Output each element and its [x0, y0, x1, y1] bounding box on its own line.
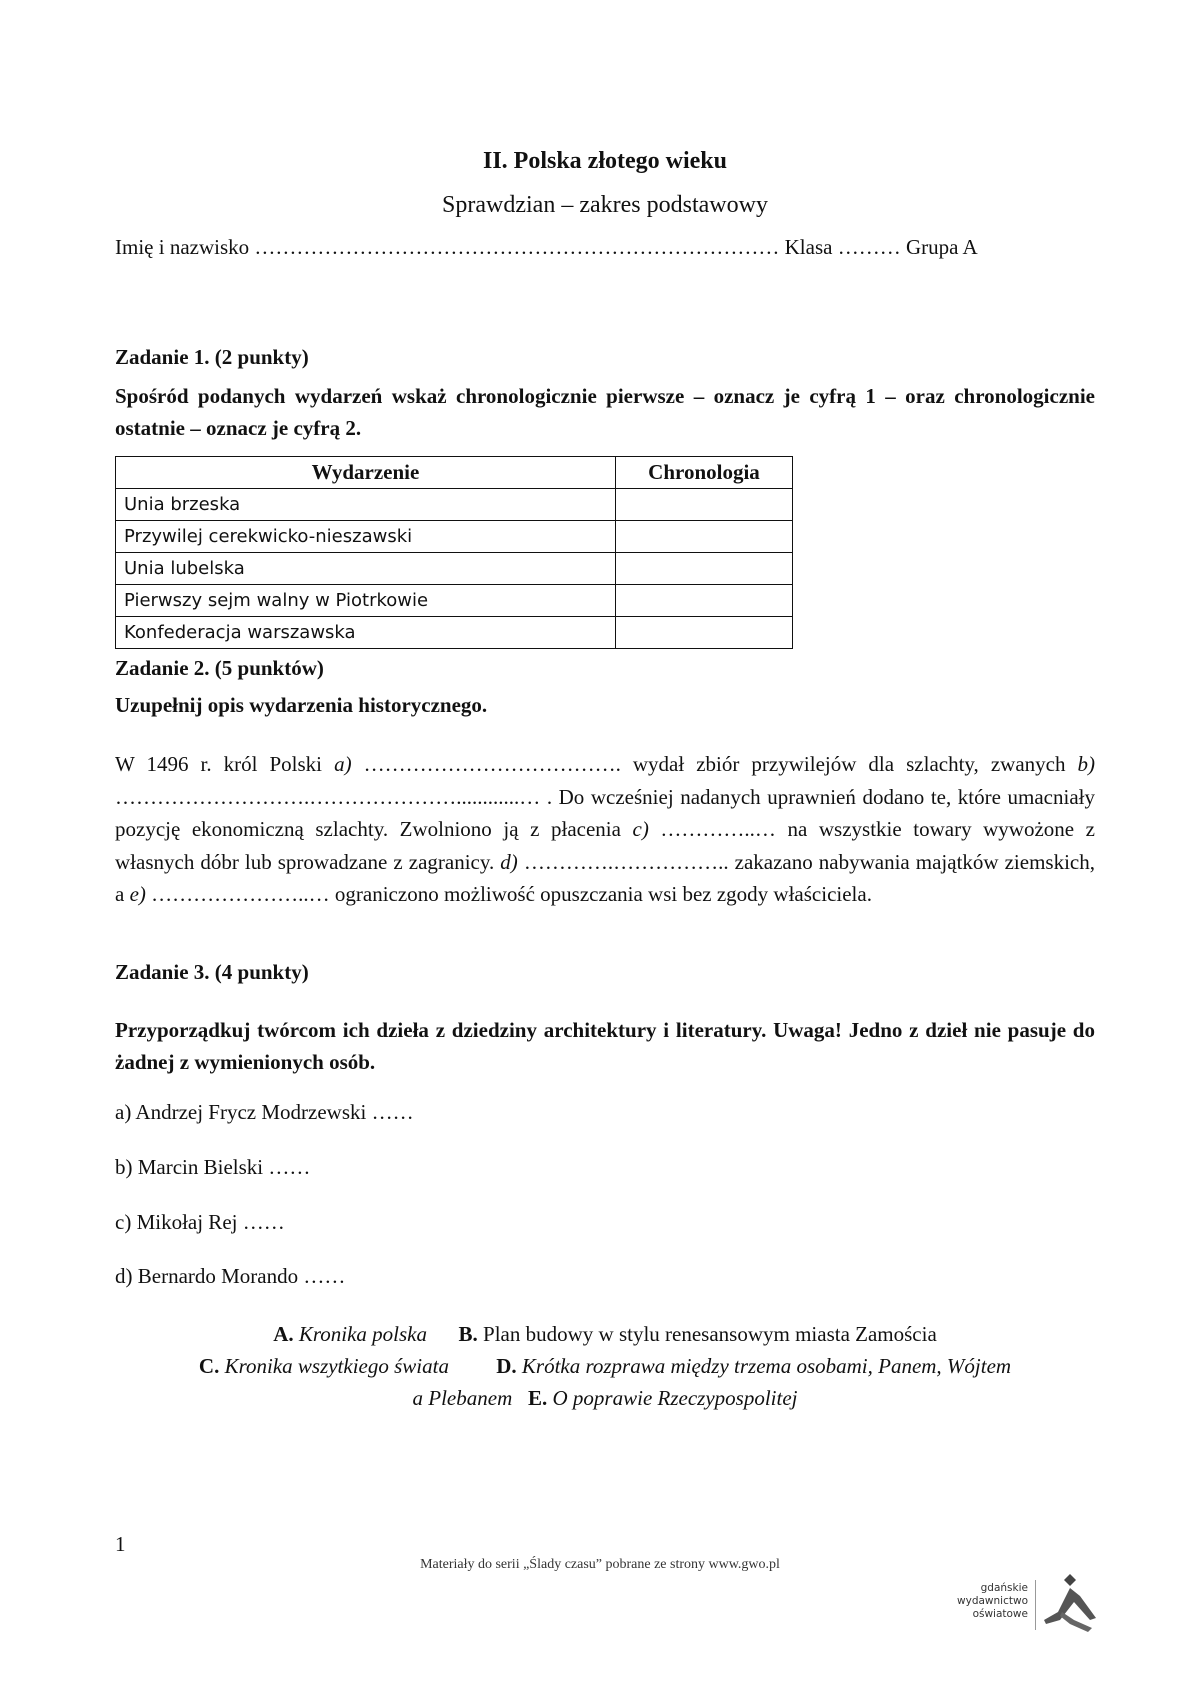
table-row	[116, 521, 793, 553]
event-cell: Unia brzeska	[116, 489, 616, 521]
chronology-answer-cell[interactable]	[616, 585, 793, 617]
event-cell: Unia lubelska	[116, 553, 616, 585]
page-number: 1	[115, 1532, 126, 1556]
event-cell: Przywilej cerekwicko-nieszawski	[116, 521, 616, 553]
task3-heading: Zadanie 3. (4 punkty)	[115, 960, 309, 984]
answer-line-2	[115, 1350, 1095, 1382]
logo-text	[948, 1582, 1028, 1621]
text-part: W 1496 r. król Polski	[115, 752, 335, 776]
table-row	[116, 585, 793, 617]
table-row	[116, 553, 793, 585]
answer-text-b: Plan budowy w stylu renesansowym miasta Zamościa	[483, 1322, 937, 1346]
task2-instruction: Uzupełnij opis wydarzenia historycznego.	[115, 693, 488, 717]
events-table	[115, 456, 793, 649]
logo-line: wydawnictwo	[957, 1595, 1028, 1607]
logo-line: gdańskie	[980, 1582, 1028, 1594]
logo-line: oświatowe	[972, 1608, 1028, 1620]
answer-text-d-cont: a Plebanem	[412, 1386, 513, 1410]
page-subtitle: Sprawdzian – zakres podstawowy	[442, 192, 768, 218]
answer-letter-c: C.	[198, 1354, 220, 1378]
text-part: ……………………….…………………............… . Do wcześniej nadanych uprawnień dodano te, które umacniały pozycję ekonomiczną szlachty. Zwolniono ją z płacenia	[115, 784, 1095, 841]
event-cell: Pierwszy sejm walny w Piotrkowie	[116, 585, 616, 617]
gwo-logo	[948, 1572, 1098, 1642]
text-part: …………………..… ograniczono możliwość opuszczania wsi bez zgody właściciela.	[145, 882, 872, 906]
table-row	[116, 617, 793, 649]
blank-label-e: e)	[129, 882, 146, 906]
event-cell: Konfederacja warszawska	[116, 617, 616, 649]
name-class-line: Imię i nazwisko ………………………………………………………………… Klasa ……… Grupa A	[115, 235, 978, 259]
blank-label-b: b)	[1077, 752, 1096, 776]
text-part: ………….…………….. zakazano nabywania majątków ziemskich, a	[115, 849, 1095, 906]
task2-heading: Zadanie 2. (5 punktów)	[115, 656, 324, 680]
blank-label-c: c)	[632, 817, 649, 841]
page-title: II. Polska złotego wieku	[482, 148, 727, 174]
person-a: a) Andrzej Frycz Modrzewski ……	[115, 1100, 414, 1124]
chronology-answer-cell[interactable]	[616, 521, 793, 553]
blank-label-d: d)	[500, 849, 518, 874]
answer-line-1	[115, 1318, 1095, 1350]
answer-letter-e: E.	[528, 1386, 548, 1410]
answer-text-a: Kronika polska	[298, 1322, 428, 1346]
answer-letter-d: D.	[496, 1354, 517, 1378]
person-c: c) Mikołaj Rej ……	[115, 1210, 285, 1234]
task2-paragraph	[115, 748, 1095, 911]
answer-letter-b: B.	[458, 1322, 478, 1346]
task3-instruction: Przyporządkuj twórcom ich dzieła z dziedziny architektury i literatury. Uwaga! Jedno z dzieł nie pasuje do żadnej z wymienionych osób.	[115, 1018, 1095, 1074]
logo-separator	[1035, 1580, 1036, 1630]
answer-letter-a: A.	[273, 1322, 294, 1346]
header-event: Wydarzenie	[116, 457, 616, 489]
person-b: b) Marcin Bielski ……	[115, 1155, 311, 1179]
person-d: d) Bernardo Morando ……	[115, 1264, 346, 1288]
table-row	[116, 489, 793, 521]
answer-text-e: O poprawie Rzeczypospolitej	[552, 1386, 798, 1410]
text-part: …………..… na wszystkie towary wywożone z własnych dóbr lub sprowadzane z zagranicy.	[115, 817, 1096, 874]
logo-mark-icon	[1040, 1572, 1098, 1634]
answer-text-c: Kronika wszytkiego świata	[224, 1354, 449, 1378]
blank-label-a: a)	[334, 752, 352, 776]
table-header-row	[116, 457, 793, 489]
task1-heading: Zadanie 1. (2 punkty)	[115, 345, 309, 369]
answer-options	[115, 1318, 1095, 1414]
text-part: ………………………………. wydał zbiór przywilejów dla szlachty, zwanych	[351, 752, 1078, 776]
header-chronology: Chronologia	[616, 457, 793, 489]
chronology-answer-cell[interactable]	[616, 489, 793, 521]
chronology-answer-cell[interactable]	[616, 553, 793, 585]
chronology-answer-cell[interactable]	[616, 617, 793, 649]
task1-instruction: Spośród podanych wydarzeń wskaż chronologicznie pierwsze – oznacz je cyfrą 1 – oraz chronologicznie ostatnie – oznacz je cyfrą 2.	[115, 384, 1095, 440]
answer-text-d: Krótka rozprawa między trzema osobami, Panem, Wójtem	[521, 1354, 1012, 1378]
answer-line-3	[115, 1382, 1095, 1414]
footer-source: Materiały do serii „Ślady czasu” pobrane ze strony www.gwo.pl	[420, 1557, 780, 1572]
